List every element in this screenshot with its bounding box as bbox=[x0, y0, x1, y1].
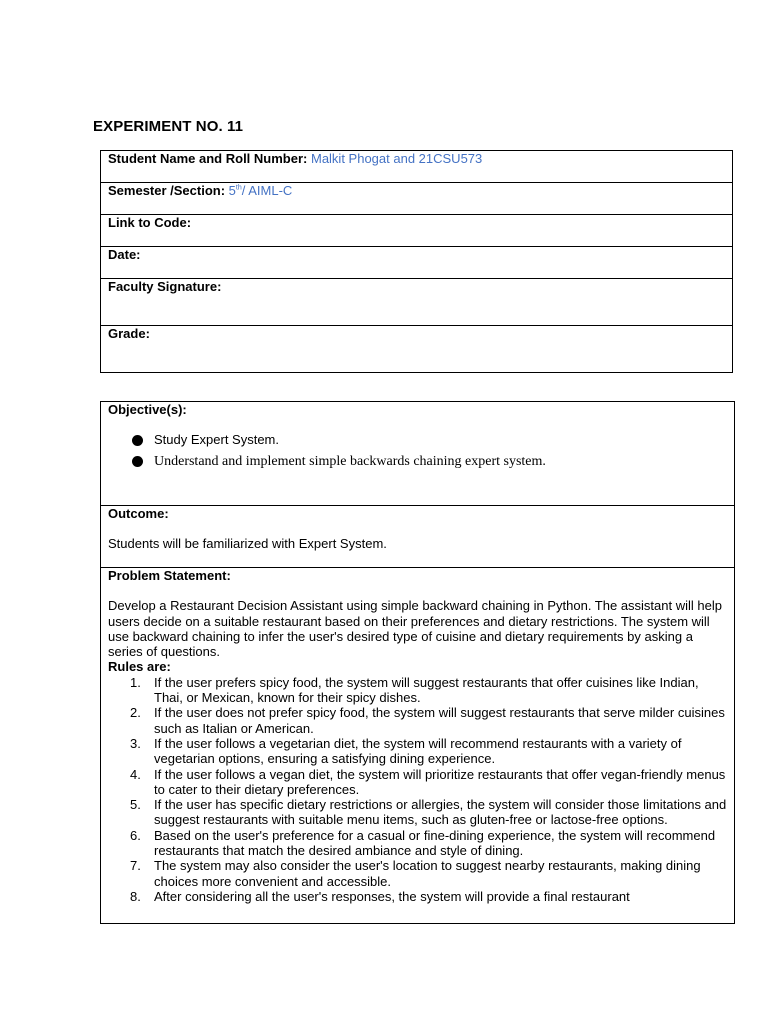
bullet-icon bbox=[132, 456, 143, 467]
experiment-title: EXPERIMENT NO. 11 bbox=[93, 118, 244, 135]
semester-suffix: th bbox=[235, 184, 242, 192]
link-row bbox=[101, 215, 733, 247]
objective-text: Study Expert System. bbox=[154, 432, 279, 448]
outcome-cell bbox=[101, 506, 735, 568]
objectives-cell bbox=[101, 402, 735, 506]
rule-item bbox=[108, 675, 727, 706]
objective-text: Understand and implement simple backwards chaining expert system. bbox=[154, 453, 546, 469]
semester-row bbox=[101, 183, 733, 215]
objectives-heading: Objective(s): bbox=[108, 402, 187, 417]
faculty-label: Faculty Signature: bbox=[108, 279, 222, 294]
rule-item bbox=[108, 736, 727, 767]
problem-row bbox=[101, 568, 735, 924]
student-row bbox=[101, 151, 733, 183]
grade-row bbox=[101, 326, 733, 373]
problem-heading: Problem Statement: bbox=[108, 568, 231, 583]
faculty-cell bbox=[101, 279, 733, 326]
outcome-row bbox=[101, 506, 735, 568]
rule-number: 4. bbox=[130, 766, 141, 782]
rule-text: If the user follows a vegan diet, the system will prioritize restaurants that offer vegan-friendly menus to cater to their dietary preferences. bbox=[154, 766, 726, 797]
date-label: Date: bbox=[108, 247, 141, 262]
grade-label: Grade: bbox=[108, 326, 150, 341]
semester-section: / AIML-C bbox=[241, 183, 293, 198]
semester-label: Semester /Section: bbox=[108, 183, 226, 198]
rule-item bbox=[108, 705, 727, 736]
objectives-row bbox=[101, 402, 735, 506]
rule-text: If the user prefers spicy food, the system will suggest restaurants that offer cuisines like Indian, Thai, or Mexican, known for their spicy dishes. bbox=[154, 674, 699, 706]
rule-number: 5. bbox=[130, 797, 141, 813]
objective-item bbox=[108, 453, 727, 469]
grade-cell bbox=[101, 326, 733, 373]
semester-cell bbox=[101, 183, 733, 215]
rule-text: If the user has specific dietary restrictions or allergies, the system will consider those limitations and suggest restaurants with suitable menu items, such as gluten-free or lactose-free options. bbox=[154, 797, 727, 828]
rule-text: Based on the user's preference for a casual or fine-dining experience, the system will recommend restaurants that match the desired ambiance and style of dining. bbox=[154, 827, 716, 859]
semester-value bbox=[229, 183, 293, 198]
date-cell bbox=[101, 247, 733, 279]
rule-number: 8. bbox=[130, 888, 141, 904]
semester-number: 5 bbox=[228, 183, 236, 198]
objective-item bbox=[108, 432, 727, 447]
rule-number: 6. bbox=[130, 827, 141, 843]
rule-text: If the user follows a vegetarian diet, the system will recommend restaurants with a variety of vegetarian options, ensuring a satisfying dining experience. bbox=[154, 735, 682, 767]
rule-number: 2. bbox=[130, 705, 141, 721]
rule-number: 7. bbox=[130, 858, 141, 874]
rule-item bbox=[108, 889, 727, 904]
faculty-row bbox=[101, 279, 733, 326]
rule-item bbox=[108, 828, 727, 859]
link-cell bbox=[101, 215, 733, 247]
student-cell bbox=[101, 151, 733, 183]
rule-number: 3. bbox=[130, 735, 141, 751]
bullet-icon bbox=[132, 435, 143, 446]
student-value: Malkit Phogat and 21CSU573 bbox=[310, 151, 483, 166]
rule-item bbox=[108, 797, 727, 828]
objectives-list bbox=[108, 432, 727, 469]
rule-text: After considering all the user's responses, the system will provide a final restaurant bbox=[154, 888, 630, 904]
problem-paragraph: Develop a Restaurant Decision Assistant using simple backward chaining in Python. The assistant will help users decide on a suitable restaurant based on their preferences and dietary restrictions. The system will use backward chaining to infer the user's desired type of cuisine and dietary requirements by asking a series of questions. bbox=[108, 598, 722, 660]
rule-number: 1. bbox=[130, 674, 141, 690]
outcome-text: Students will be familiarized with Expert System. bbox=[108, 536, 387, 552]
link-label: Link to Code: bbox=[108, 215, 192, 230]
rule-text: If the user does not prefer spicy food, the system will suggest restaurants that serve milder cuisines such as Italian or American. bbox=[154, 705, 725, 736]
experiment-details-table bbox=[100, 401, 735, 924]
student-info-table bbox=[100, 150, 733, 373]
date-row bbox=[101, 247, 733, 279]
rule-item bbox=[108, 858, 727, 889]
rules-list bbox=[108, 675, 727, 904]
problem-cell bbox=[101, 568, 735, 924]
student-label: Student Name and Roll Number: bbox=[108, 151, 308, 166]
outcome-heading: Outcome: bbox=[108, 506, 169, 521]
rule-item bbox=[108, 767, 727, 798]
rule-text: The system may also consider the user's location to suggest nearby restaurants, making dining choices more convenient and accessible. bbox=[154, 858, 701, 889]
rules-heading: Rules are: bbox=[108, 659, 171, 675]
